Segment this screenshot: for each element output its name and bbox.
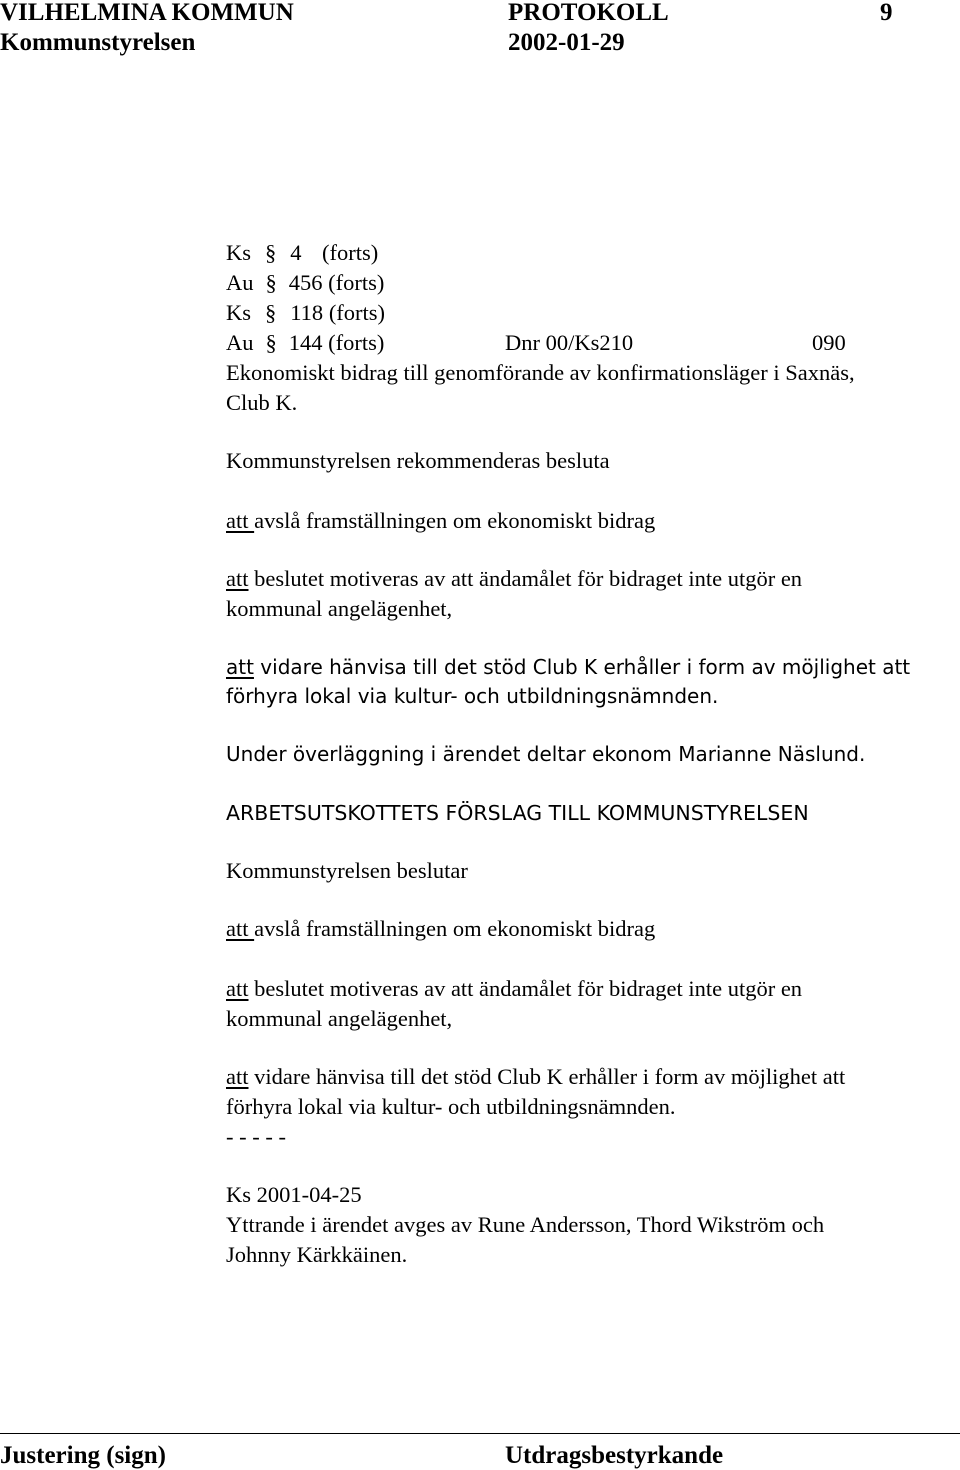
- att-keyword: att: [226, 916, 255, 941]
- clause-text: avslå framställningen om ekonomiskt bidrag: [254, 916, 656, 941]
- subject-line-2: Club K.: [226, 390, 298, 415]
- recommendation-clause-3-cont: förhyra lokal via kultur- och utbildningsnämnden.: [226, 684, 719, 708]
- ref-au-456: [226, 268, 384, 298]
- att-keyword: att: [226, 976, 249, 1001]
- recommendation-clause-3: [226, 652, 910, 682]
- proposal-heading: ARBETSUTSKOTTETS FÖRSLAG TILL KOMMUNSTYRELSEN: [226, 801, 809, 825]
- ref-org: Au: [226, 270, 254, 295]
- att-keyword: att: [226, 566, 249, 591]
- ks-note-reference: Ks 2001-04-25: [226, 1182, 362, 1207]
- ref-number: 144: [288, 330, 323, 355]
- page-number: 9: [880, 0, 893, 26]
- ref-note: (forts): [328, 300, 386, 325]
- archive-code: 090: [812, 330, 846, 355]
- paragraph-sign: §: [265, 300, 277, 325]
- governing-body: Kommunstyrelsen: [0, 29, 196, 56]
- ks-note-line-2: Johnny Kärkkäinen.: [226, 1242, 408, 1267]
- deliberation-note: Under överläggning i ärendet deltar ekonom Marianne Näslund.: [226, 742, 866, 766]
- proposal-clause-3: [226, 1062, 845, 1092]
- meeting-date: 2002-01-29: [508, 29, 625, 56]
- document-type: PROTOKOLL: [508, 0, 669, 26]
- clause-text: beslutet motiveras av att ändamålet för bidraget inte utgör en: [248, 976, 803, 1001]
- ref-ks-4-note: (forts): [322, 240, 379, 265]
- paragraph-sign: §: [265, 240, 277, 265]
- proposal-clause-2: [226, 974, 802, 1004]
- proposal-clause-3-cont: förhyra lokal via kultur- och utbildningsnämnden.: [226, 1094, 676, 1119]
- proposal-clause-1: [226, 914, 655, 944]
- section-separator: - - - - -: [226, 1124, 286, 1149]
- diary-number: Dnr 00/Ks210: [505, 330, 634, 355]
- recommendation-clause-2-cont: kommunal angelägenhet,: [226, 596, 453, 621]
- ref-note: (forts): [328, 270, 385, 295]
- recommendation-clause-2: [226, 564, 802, 594]
- ref-ks-4: [226, 238, 302, 268]
- ref-number: 118: [290, 300, 324, 325]
- att-keyword: att: [226, 655, 254, 679]
- ref-au-144: [226, 328, 384, 358]
- ref-ks-118: [226, 298, 385, 328]
- ref-org: Ks: [226, 300, 252, 325]
- certification-label: Utdragsbestyrkande: [505, 1442, 724, 1469]
- proposal-clause-2-cont: kommunal angelägenhet,: [226, 1006, 453, 1031]
- ref-number: 4: [290, 240, 302, 265]
- recommendation-clause-1: [226, 506, 655, 536]
- clause-text: beslutet motiveras av att ändamålet för bidraget inte utgör en: [248, 566, 803, 591]
- municipality-name: VILHELMINA KOMMUN: [0, 0, 294, 26]
- ref-number: 456: [288, 270, 323, 295]
- ref-org: Ks: [226, 240, 252, 265]
- ref-org: Au: [226, 330, 254, 355]
- recommendation-intro: Kommunstyrelsen rekommenderas besluta: [226, 448, 610, 473]
- subject-line-1: Ekonomiskt bidrag till genomförande av konfirmationsläger i Saxnäs,: [226, 360, 855, 385]
- paragraph-sign: §: [265, 330, 277, 355]
- att-keyword: att: [226, 508, 255, 533]
- clause-text: vidare hänvisa till det stöd Club K erhåller i form av möjlighet att: [248, 1064, 846, 1089]
- att-keyword: att: [226, 1064, 249, 1089]
- clause-text: vidare hänvisa till det stöd Club K erhåller i form av möjlighet att: [253, 655, 911, 679]
- ks-note-line-1: Yttrande i ärendet avges av Rune Andersson, Thord Wikström och: [226, 1212, 825, 1237]
- ref-note: (forts): [328, 330, 385, 355]
- proposal-intro: Kommunstyrelsen beslutar: [226, 858, 468, 883]
- footer-divider: [0, 1433, 960, 1434]
- signature-label: Justering (sign): [0, 1442, 166, 1469]
- clause-text: avslå framställningen om ekonomiskt bidrag: [254, 508, 656, 533]
- paragraph-sign: §: [265, 270, 277, 295]
